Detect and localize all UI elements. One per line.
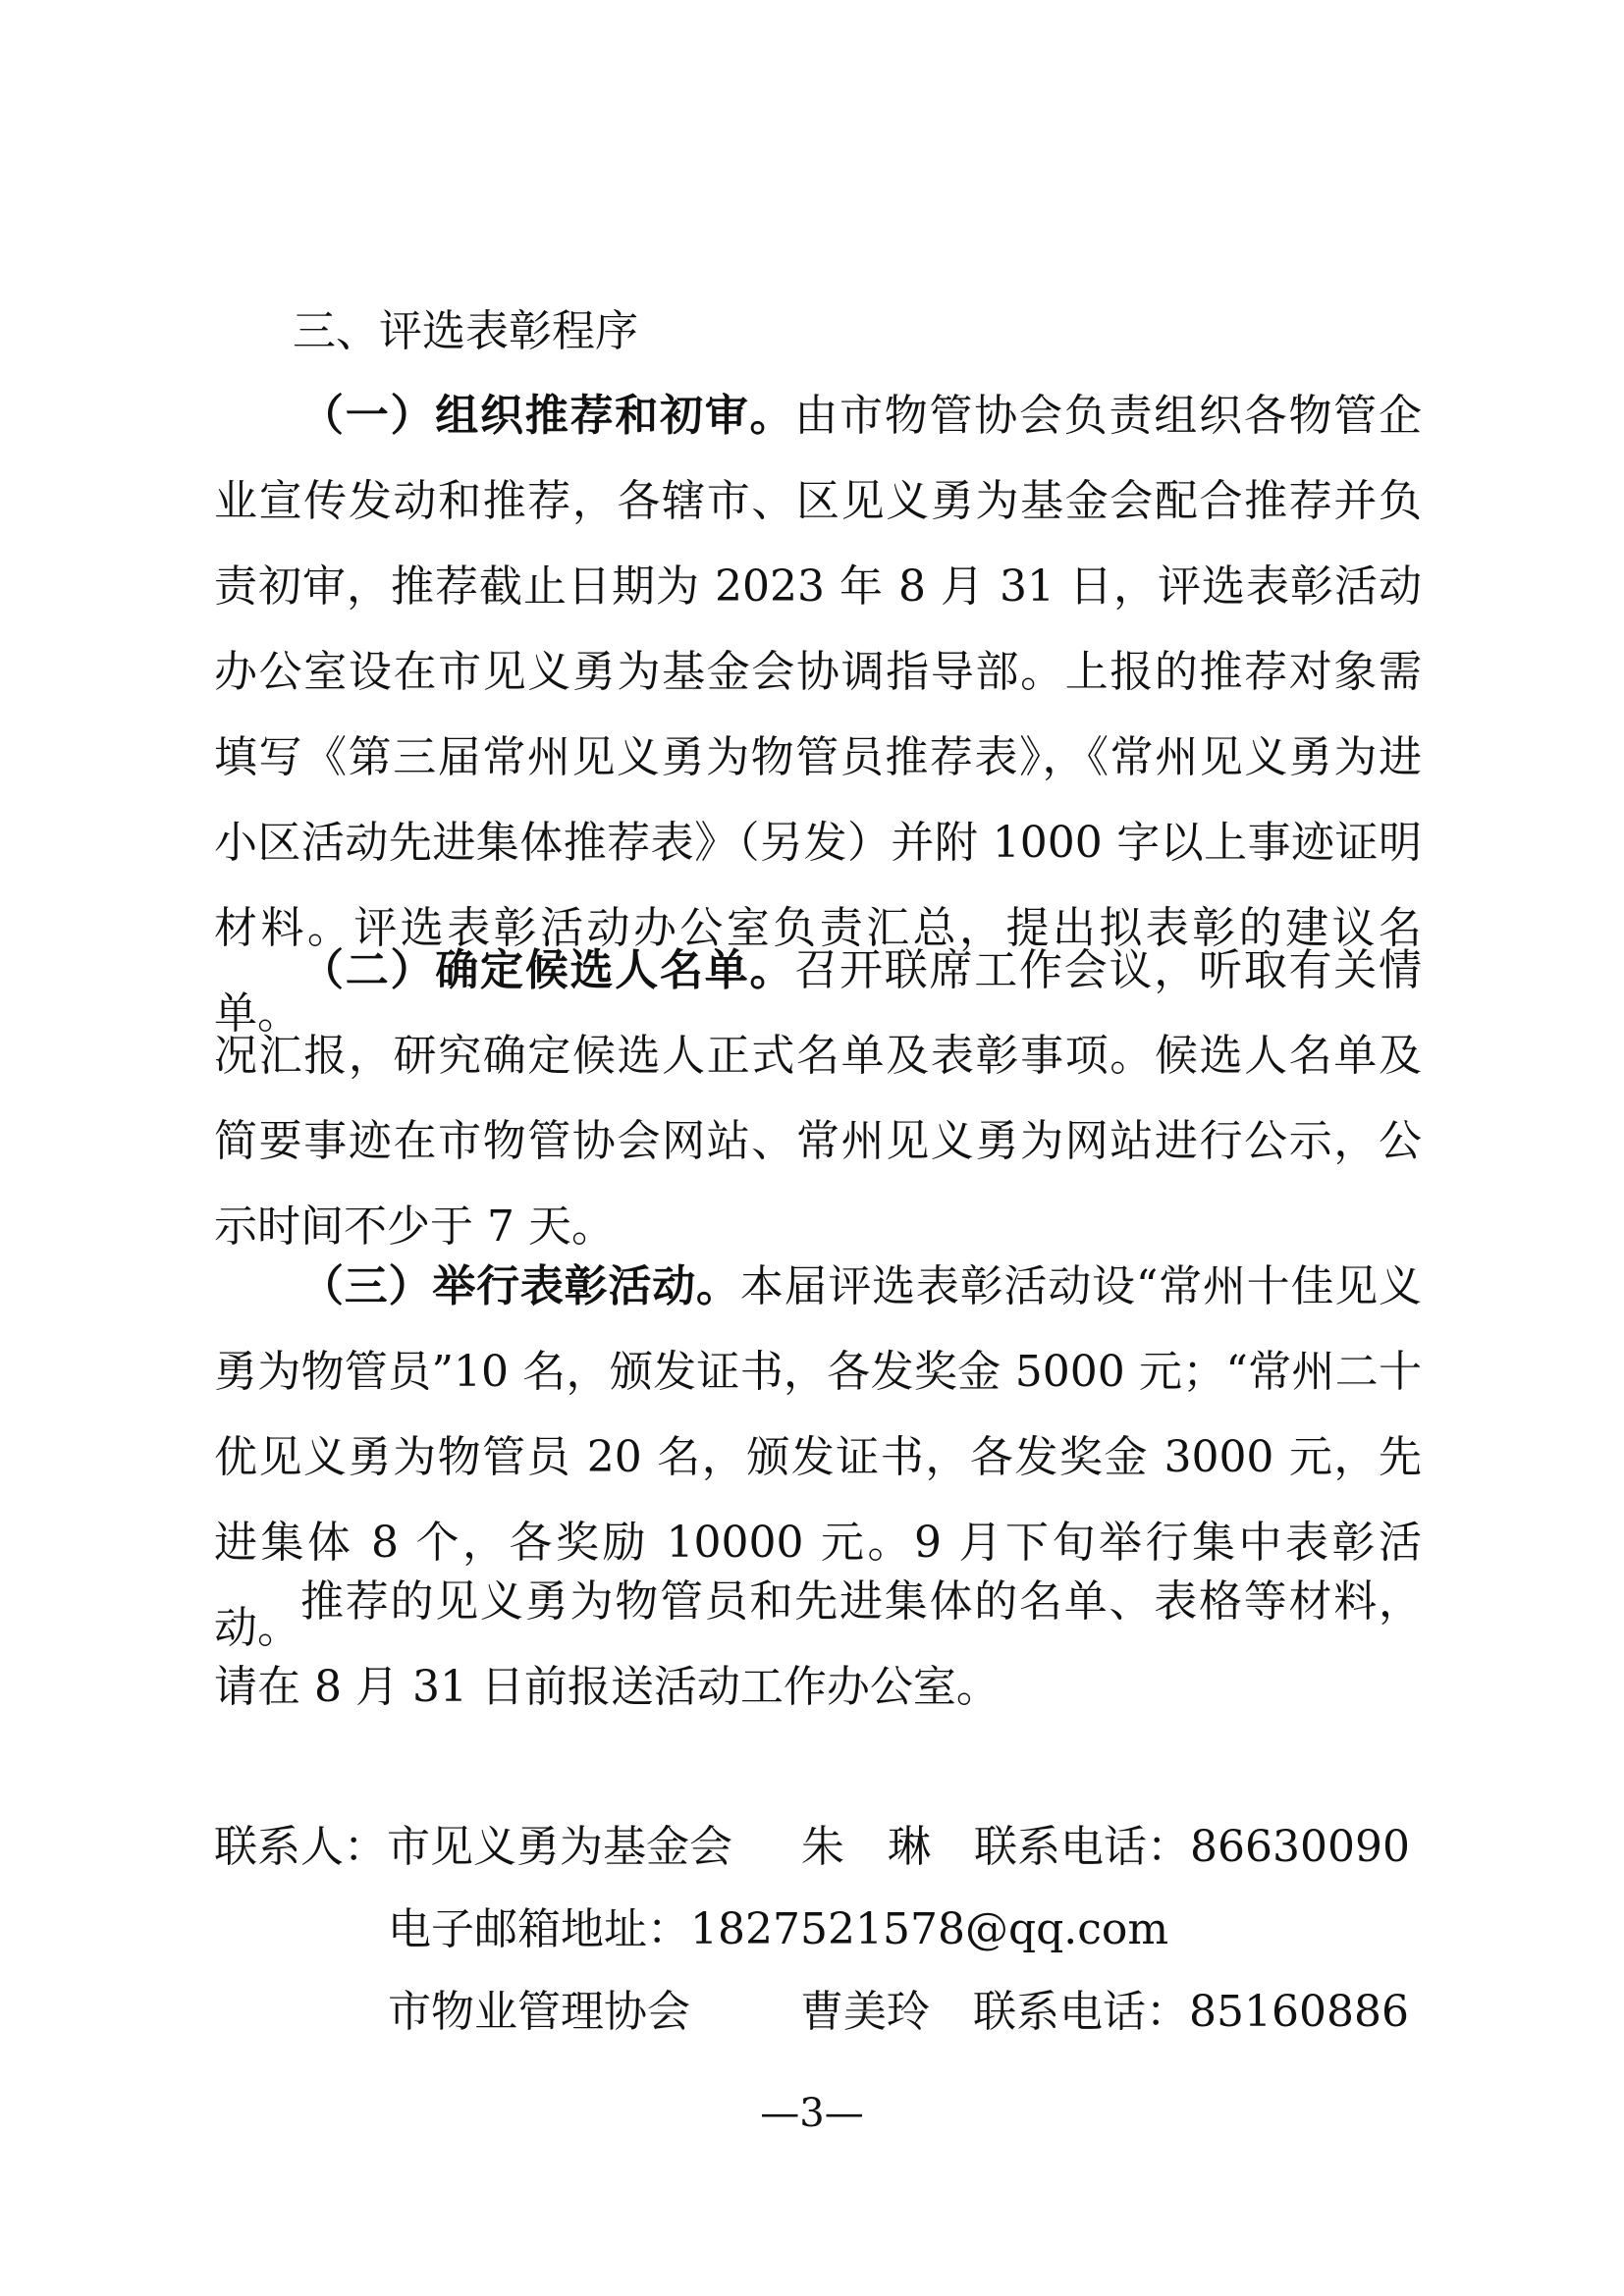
phone-number-1: 86630090 xyxy=(1190,1822,1410,1872)
paragraph-lead: （一）组织推荐和初审。 xyxy=(300,391,795,441)
paragraph-candidates xyxy=(214,928,1422,1269)
contact-person-2: 曹美玲 xyxy=(800,1987,930,2037)
contact-line-1 xyxy=(214,1818,1410,1877)
paragraph-body: 召开联席工作会议，听取有关情况汇报，研究确定候选人正式名单及表彰事项。候选人名单及简要事迹在市物管协会网站、常州见义勇为网站进行公示，公示时间不少于 7 天。 xyxy=(214,945,1422,1252)
paragraph-body: 本届评选表彰活动设“常州十佳见义勇为物管员”10 名，颁发证书，各发奖金 5000 元；“常州二十优见义勇为物管员 20 名，颁发证书，各发奖金 3000 元，先进集体 8 个，各奖励 10000 元。9 月下旬举行集中表彰活动。 xyxy=(214,1261,1423,1653)
contact-person-1: 朱 琳 xyxy=(801,1822,931,1872)
contact-line-3 xyxy=(388,1983,1409,2042)
phone-number-2: 85160886 xyxy=(1189,1987,1409,2037)
paragraph-body: 由市物管协会负责组织各物管企业宣传发动和推荐，各辖市、区见义勇为基金会配合推荐并负责初审，推荐截止日期为 2023 年 8 月 31 日，评选表彰活动办公室设在市见义勇为基金会协调指导部。上报的推荐对象需填写《第三届常州见义勇为物管员推荐表》，《常州见义勇为进小区活动先进集体推荐表》（另发）并附 1000 字以上事迹证明材料。评选表彰活动办公室负责汇总，提出拟表彰的建议名单。 xyxy=(214,391,1422,1039)
paragraph-lead: （二）确定候选人名单。 xyxy=(300,945,795,995)
paragraph-lead: （三）举行表彰活动。 xyxy=(300,1261,740,1311)
paragraph-body: 推荐的见义勇为物管员和先进集体的名单、表格等材料，请在 8 月 31 日前报送活动工作办公室。 xyxy=(214,1576,1422,1712)
phone-label-1: 联系电话： xyxy=(974,1822,1190,1872)
page-number: —3— xyxy=(760,2091,864,2136)
email-label: 电子邮箱地址： xyxy=(388,1904,690,1954)
paragraph-deadline xyxy=(214,1559,1422,1730)
contact-org-1: 市见义勇为基金会 xyxy=(387,1822,732,1872)
contact-line-2 xyxy=(388,1900,1168,1959)
section-heading: 三、评选表彰程序 xyxy=(293,306,638,356)
contact-org-2: 市物业管理协会 xyxy=(388,1987,690,2037)
email-address: 1827521578@qq.com xyxy=(690,1904,1169,1954)
phone-label-2: 联系电话： xyxy=(973,1987,1189,2037)
contact-label: 联系人： xyxy=(214,1822,387,1872)
